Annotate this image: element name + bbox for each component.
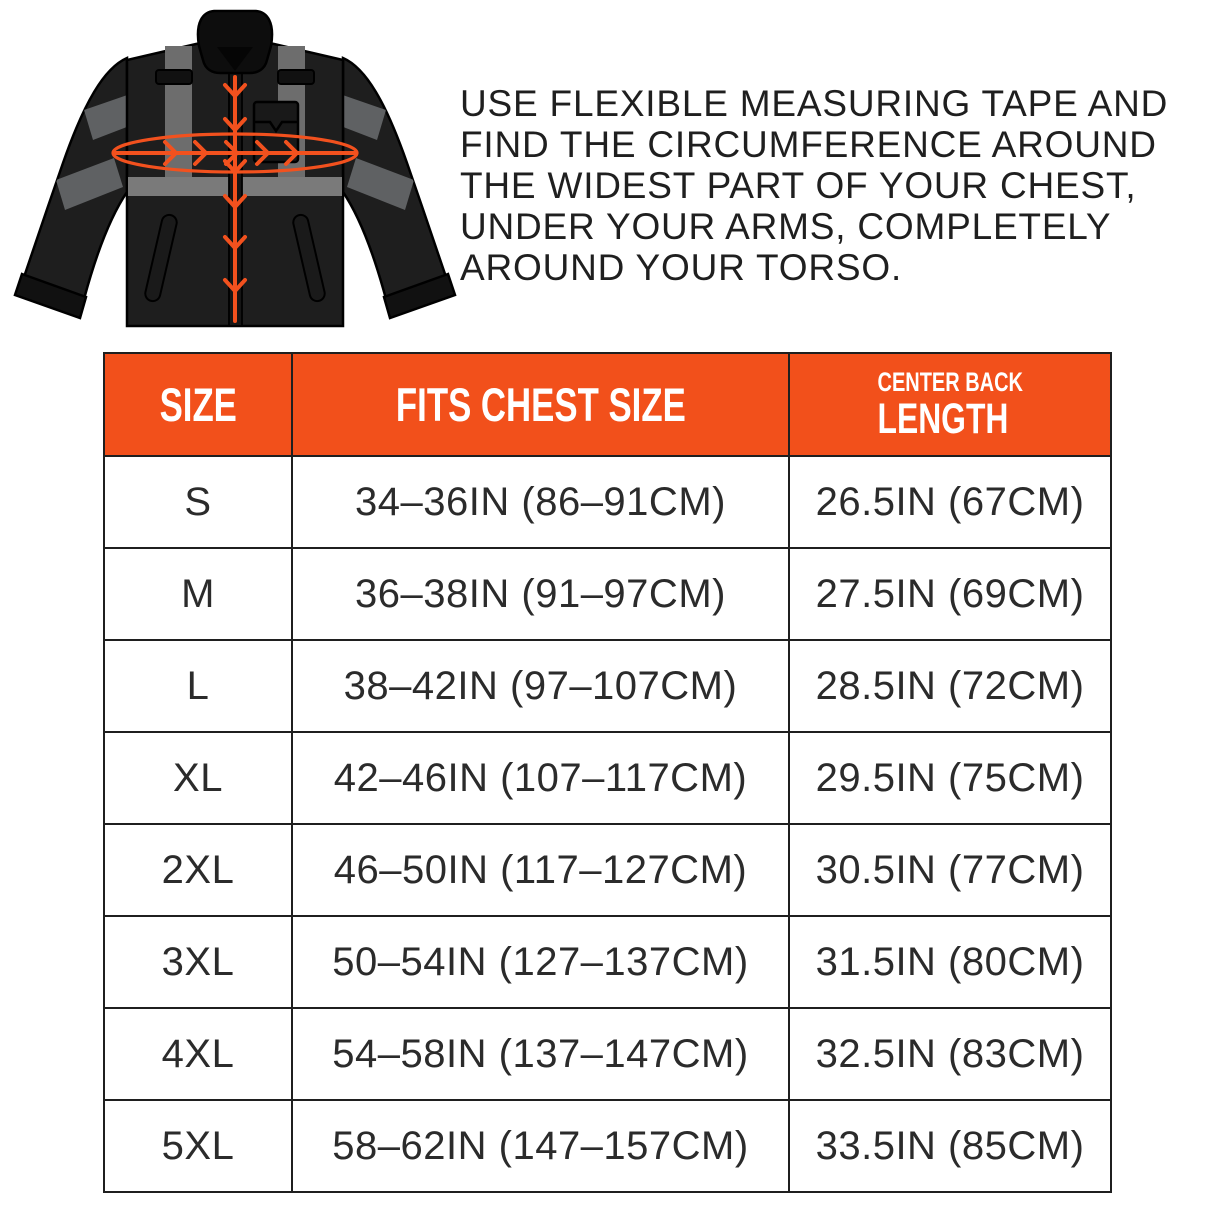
chest-cell: 34–36IN (86–91CM) [292,456,789,548]
instruction-line: USE FLEXIBLE MEASURING TAPE AND [460,83,1169,124]
left-sleeve [15,58,145,318]
collar [198,11,272,73]
back-length-cell: 31.5IN (80CM) [789,916,1111,1008]
chest-cell: 38–42IN (97–107CM) [292,640,789,732]
back-length-cell: 27.5IN (69CM) [789,548,1111,640]
right-shoulder-tab [278,70,314,84]
table-row [104,732,1111,824]
back-length-column-header: CENTER BACK LENGTH [789,353,1111,456]
size-cell: M [104,548,292,640]
size-cell: 5XL [104,1100,292,1192]
instruction-line: THE WIDEST PART OF YOUR CHEST, [460,165,1137,206]
back-length-cell: 33.5IN (85CM) [789,1100,1111,1192]
back-length-cell: 28.5IN (72CM) [789,640,1111,732]
table-row [104,640,1111,732]
table-row [104,1008,1111,1100]
back-length-cell: 26.5IN (67CM) [789,456,1111,548]
jacket-icon [0,0,460,345]
size-cell: S [104,456,292,548]
size-cell: XL [104,732,292,824]
chest-column-header: FITS CHEST SIZE [292,353,789,456]
instruction-line: FIND THE CIRCUMFERENCE AROUND [460,124,1157,165]
table-row [104,824,1111,916]
chest-cell: 36–38IN (91–97CM) [292,548,789,640]
size-cell: 4XL [104,1008,292,1100]
chest-cell: 46–50IN (117–127CM) [292,824,789,916]
back-length-cell: 29.5IN (75CM) [789,732,1111,824]
instruction-line: UNDER YOUR ARMS, COMPLETELY [460,206,1112,247]
back-length-cell: 32.5IN (83CM) [789,1008,1111,1100]
size-cell: L [104,640,292,732]
table-header-row [104,353,1111,456]
left-shoulder-tab [156,70,192,84]
size-cell: 2XL [104,824,292,916]
size-chart-table [103,352,1112,1193]
size-column-header: SIZE [104,353,292,456]
table-row [104,456,1111,548]
table-row [104,548,1111,640]
measuring-instructions [460,83,1180,288]
instruction-line: AROUND YOUR TORSO. [460,247,903,288]
chest-cell: 58–62IN (147–157CM) [292,1100,789,1192]
right-sleeve [325,58,455,318]
chest-cell: 42–46IN (107–117CM) [292,732,789,824]
table-row [104,1100,1111,1192]
table-row [104,916,1111,1008]
chest-cell: 50–54IN (127–137CM) [292,916,789,1008]
size-cell: 3XL [104,916,292,1008]
back-length-cell: 30.5IN (77CM) [789,824,1111,916]
chest-cell: 54–58IN (137–147CM) [292,1008,789,1100]
